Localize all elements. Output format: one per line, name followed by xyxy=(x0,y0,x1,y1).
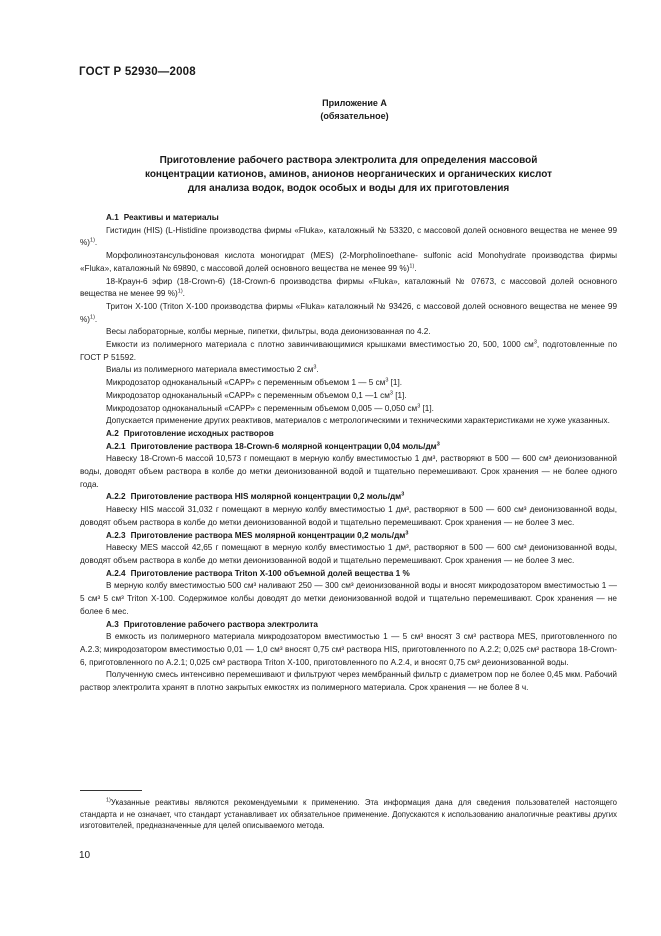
body-paragraph xyxy=(80,339,617,364)
paragraph-text: Приготовление исходных растворов xyxy=(123,428,274,438)
body-paragraph xyxy=(80,504,617,529)
body-paragraph xyxy=(80,390,617,403)
paragraph-text: Навеску HIS массой 31,032 г помещают в мерную колбу вместимостью 1 дм³, растворяют в 500 — 600 см³ деионизованной воды, доводят объем раствора в колбе до метки деионизованной водой и тщательно перемешивают. Срок хранения — не более 3 мес. xyxy=(80,505,617,527)
footnote xyxy=(80,797,617,832)
paragraph-tail: . xyxy=(182,289,185,299)
body-paragraph xyxy=(80,669,617,694)
paragraph-tail: [1]. xyxy=(392,390,407,400)
paragraph-text: Полученную смесь интенсивно перемешивают и фильтруют через мембранный фильтр с диаметром пор не более 0,45 мкм. Рабочий раствор электролита хранят в плотно закрытых емкостях из полимерного материала. Срок хранения — не более 8 ч. xyxy=(80,670,617,693)
section-number: А.2.3 xyxy=(106,530,126,540)
paragraph-text: Емкости из полимерного материала с плотно завинчивающимися крышками вместимостью 20, 500, 1000 см xyxy=(106,340,534,350)
paragraph-text: Микродозатор одноканальный «САРР» с переменным объемом 1 — 5 см xyxy=(106,378,386,388)
superscript: 3 xyxy=(533,339,537,346)
paragraph-tail: , подготовленные по ГОСТ Р 51592. xyxy=(80,340,617,362)
superscript: 3 xyxy=(405,529,409,536)
annex-label: Приложение А xyxy=(322,98,387,108)
section-heading xyxy=(80,491,617,504)
paragraph-tail: . xyxy=(94,314,98,324)
superscript: 3 xyxy=(401,491,405,498)
paragraph-tail: [1]. xyxy=(388,378,403,388)
body-paragraph xyxy=(80,415,617,428)
document-body xyxy=(80,212,617,695)
body-paragraph xyxy=(80,580,617,618)
paragraph-text: Приготовление раствора Triton Х-100 объемной долей вещества 1 % xyxy=(130,568,410,578)
body-paragraph xyxy=(80,225,617,250)
body-paragraph xyxy=(80,542,617,567)
paragraph-tail: [1]. xyxy=(420,403,434,413)
section-heading xyxy=(80,530,617,543)
section-heading xyxy=(80,212,617,225)
paragraph-tail: . xyxy=(316,365,319,375)
section-number: А.1 xyxy=(106,213,119,222)
section-heading xyxy=(80,568,617,581)
section-number: А.2.1 xyxy=(106,441,126,451)
superscript: 1) xyxy=(90,237,95,244)
paragraph-text: Приготовление раствора 18-Crown-6 молярной концентрации 0,04 моль/дм xyxy=(130,441,437,451)
footnote-text: Указанные реактивы являются рекомендуемыми к применению. Эта информация дана для сведения пользователей настоящего стандарта и не означает, что стандарт устанавливает их обязательное применение. Допускаются к использованию аналогичные реактивы других изготовителей, предназначенные для целей описываемого метода. xyxy=(80,798,617,830)
paragraph-text: Навеску 18-Crown-6 массой 10,573 г помещают в мерную колбу вместимостью 1 дм³, растворяют в 500 — 600 см³ деионизованной воды, доводят объем раствора в колбе до метки деионизованной водой и тщательно перемешивают. Срок хранения — не более одного года. xyxy=(80,454,617,489)
title-line: Приготовление рабочего раствора электролита для определения массовой xyxy=(159,155,538,166)
body-paragraph xyxy=(80,301,617,326)
body-paragraph xyxy=(80,403,617,416)
body-paragraph xyxy=(80,364,617,377)
section-heading xyxy=(80,441,617,454)
section-number: А.2.2 xyxy=(106,492,126,502)
footnote-divider xyxy=(80,790,142,791)
page-number: 10 xyxy=(79,850,91,861)
paragraph-tail: . xyxy=(414,263,417,273)
paragraph-text: Гистидин (HIS) (L-Histidine производства фирмы «Fluka», каталожный № 53320, с массовой долей основного вещества не менее 99 %) xyxy=(80,225,617,248)
body-paragraph xyxy=(80,276,617,301)
paragraph-text: Навеску MES массой 42,65 г помещают в мерную колбу вместимостью 1 дм³, растворяют в 500 — 600 см³ деионизованной воды, доводят объем раствора в колбе до метки деионизованной водой и тщательно перемешивают. Срок хранения — не более 3 мес. xyxy=(80,543,617,565)
paragraph-text: Весы лабораторные, колбы мерные, пипетки, фильтры, вода деионизованная по 4.2. xyxy=(106,327,431,337)
body-paragraph xyxy=(80,631,617,669)
paragraph-text: Микродозатор одноканальный «САРР» с переменным объемом 0,005 — 0,050 см xyxy=(106,403,418,413)
section-number: А.2.4 xyxy=(106,568,126,578)
superscript: 3 xyxy=(389,390,393,397)
title-line: концентрации катионов, аминов, анионов неорганических и органических кислот xyxy=(144,169,553,180)
body-paragraph xyxy=(80,250,617,275)
body-paragraph xyxy=(80,453,617,491)
annex-title xyxy=(80,154,617,196)
superscript: 1) xyxy=(177,288,183,295)
paragraph-text: Приготовление раствора HIS молярной концентрации 0,2 моль/дм xyxy=(130,492,402,502)
paragraph-text: Виалы из полимерного материала вместимостью 2 см xyxy=(106,365,314,375)
paragraph-text: Тритон Х-100 (Triton Х-100 производства фирмы «Fluka» каталожный № 93426, с массовой долей основного вещества не менее 99 %) xyxy=(80,301,617,324)
paragraph-text: Приготовление рабочего раствора электролита xyxy=(123,619,318,629)
superscript: 1) xyxy=(90,313,95,320)
footnote-marker: 1) xyxy=(106,797,111,804)
paragraph-text: В емкость из полимерного материала микродозатором вместимостью 1 — 5 см³ вносят 3 см³ раствора MES, приготовленного по А.2.3; микродозатором вместимостью 0,01 — 1,0 см³ вносят 0,75 см³ раствора HIS, приготовленного по А.2.2; 0,025 см³ раствора 18-Crown-6, приготовленного по А.2.1; 0,025 см³ раствора Triton Х-100, приготовленного по А.2.4, и вносят 0,75 см³ деионизованной воды. xyxy=(80,632,617,667)
superscript: 3 xyxy=(313,364,317,371)
section-heading xyxy=(80,619,617,632)
body-paragraph xyxy=(80,326,617,339)
paragraph-text: Морфолиноэтансульфоновая кислота моногидрат (MES) (2-Morpholinoethane- sulfonic acid Monohydrate производства фирмы «Fluka», каталожный № 69890, с массовой долей основного вещества не менее 99 %) xyxy=(80,251,617,273)
section-number: А.2 xyxy=(106,428,119,438)
superscript: 3 xyxy=(436,440,440,447)
title-line: для анализа водок, водок особых и воды для их приготовления xyxy=(187,183,510,194)
superscript: 3 xyxy=(417,402,421,409)
paragraph-text: Микродозатор одноканальный «САРР» с переменным объемом 0,1 —1 см xyxy=(106,390,390,400)
superscript: 3 xyxy=(385,377,389,384)
paragraph-text: 18-Краун-6 эфир (18-Crown-6) (18-Crown-6 производства фирмы «Fluka», каталожный № 07673, с массовой долей основного вещества не менее 99 %) xyxy=(80,276,617,299)
paragraph-tail: . xyxy=(94,238,98,248)
superscript: 1) xyxy=(409,263,415,270)
paragraph-text: Приготовление раствора MES молярной концентрации 0,2 моль/дм xyxy=(130,530,406,540)
paragraph-text: Допускается применение других реактивов, материалов с метрологическими и техническими характеристиками не хуже указанных. xyxy=(106,416,610,426)
paragraph-text: Реактивы и материалы xyxy=(123,213,219,222)
document-header: ГОСТ Р 52930—2008 xyxy=(79,66,196,78)
annex-type: (обязательное) xyxy=(320,111,389,121)
body-paragraph xyxy=(80,377,617,390)
paragraph-text: В мерную колбу вместимостью 500 см³ наливают 250 — 300 см³ деионизованной воды и вносят микродозатором вместимостью 1 — 5 см³ 5 см³ Triton Х-100. Содержимое колбы доводят до метки деионизованной водой и тщательно перемешивают. Срок хранения — не более 6 мес. xyxy=(80,581,617,616)
section-number: А.3 xyxy=(106,619,119,629)
section-heading xyxy=(80,428,617,441)
